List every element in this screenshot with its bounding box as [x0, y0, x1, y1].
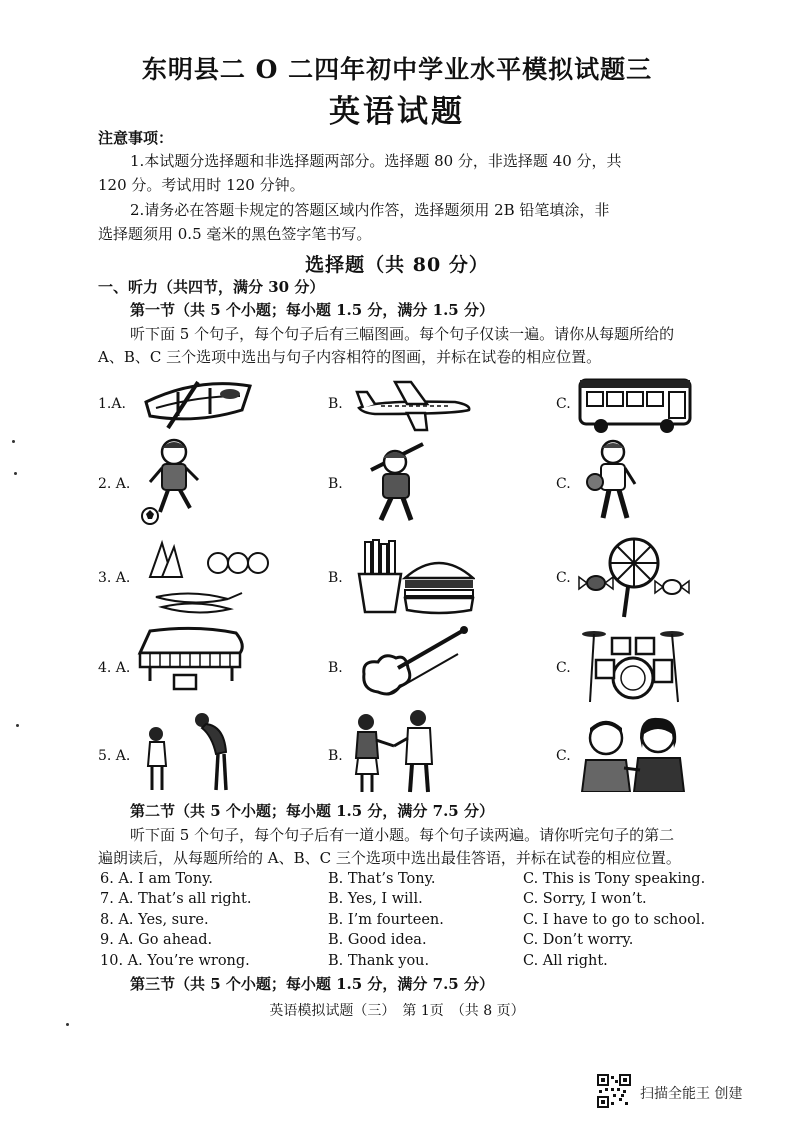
page-footer: 英语模拟试题（三） 第 1页 （共 8 页）	[269, 1003, 525, 1019]
scan-speck	[14, 472, 17, 475]
q4-option-b-label: B.	[328, 660, 343, 676]
q10-option-b: B. Thank you.	[328, 953, 430, 969]
section2-instr-line1: 听下面 5 个句子，每个句子后有一道小题。每个句子读两遍。请你听完句子的第二	[130, 826, 675, 844]
q5-option-b-label: B.	[328, 748, 343, 764]
q10-option-c: C. All right.	[523, 953, 608, 969]
q7-option-a: 7. A. That’s all right.	[100, 891, 252, 907]
q1-option-c-label: C.	[556, 396, 571, 412]
q3-option-c-label: C.	[556, 570, 571, 586]
q5-option-a-label: 5. A.	[98, 748, 131, 764]
q10-option-a: 10. A. You’re wrong.	[100, 953, 250, 969]
candies-picture	[578, 535, 690, 624]
exam-title-line1: 东明县二 O 二四年初中学业水平模拟试题三	[141, 55, 653, 84]
q5-option-c-label: C.	[556, 748, 571, 764]
people-shaking-hands-picture	[348, 708, 440, 798]
section2-title: 第二节（共 5 个小题；每小题 1.5 分，满分 7.5 分）	[130, 802, 494, 820]
q7-option-c: C. Sorry, I won’t.	[523, 891, 647, 907]
notice-item1-line1: 1.本试题分选择题和非选择题两部分。选择题 80 分，非选择题 40 分，共	[130, 152, 622, 170]
qr-code-icon	[597, 1074, 631, 1112]
q2-option-a-label: 2. A.	[98, 476, 131, 492]
airplane-picture	[355, 378, 475, 437]
section2-instr-line2: 遍朗读后，从每题所给的 A、B、C 三个选项中选出最佳答语，并标在试卷的相应位置。	[98, 849, 681, 867]
boy-playing-soccer-picture	[138, 436, 208, 530]
notice-item2-line1: 2.请务必在答题卡规定的答题区域内作答，选择题须用 2B 铅笔填涂，非	[130, 201, 610, 219]
q4-option-c-label: C.	[556, 660, 571, 676]
q1-option-b-label: B.	[328, 396, 343, 412]
q8-option-a: 8. A. Yes, sure.	[100, 912, 209, 928]
boy-playing-baseball-picture	[365, 440, 435, 529]
section1-instr-line1: 听下面 5 个句子，每个句子后有三幅图画。每个句子仅读一遍。请你从每题所给的	[130, 325, 675, 343]
people-bowing-picture	[140, 712, 240, 798]
part1-title: 选择题（共 80 分）	[305, 254, 489, 276]
q2-option-b-label: B.	[328, 476, 343, 492]
people-greeting-picture	[578, 716, 688, 796]
q6-option-b: B. That’s Tony.	[328, 871, 436, 887]
piano-picture	[136, 625, 248, 699]
q9-option-b: B. Good idea.	[328, 932, 427, 948]
scan-speck	[12, 440, 15, 443]
q3-option-a-label: 3. A.	[98, 570, 131, 586]
q8-option-b: B. I’m fourteen.	[328, 912, 444, 928]
q3-option-b-label: B.	[328, 570, 343, 586]
q4-option-a-label: 4. A.	[98, 660, 131, 676]
rowboat-picture	[138, 372, 258, 436]
q7-option-b: B. Yes, I will.	[328, 891, 423, 907]
violin-picture	[358, 624, 470, 704]
q9-option-a: 9. A. Go ahead.	[100, 932, 213, 948]
q6-option-a: 6. A. I am Tony.	[100, 871, 213, 887]
q8-option-c: C. I have to go to school.	[523, 912, 706, 928]
listening-heading: 一、听力（共四节，满分 30 分）	[98, 278, 325, 296]
notice-item1-line2: 120 分。考试用时 120 分钟。	[98, 176, 305, 194]
fast-food-picture	[355, 538, 475, 620]
scanner-watermark: 扫描全能王 创建	[640, 1086, 743, 1102]
scan-speck	[16, 724, 19, 727]
scan-speck	[66, 1023, 69, 1026]
notice-item2-line2: 选择题须用 0.5 毫米的黑色签字笔书写。	[98, 225, 372, 243]
exam-title-subject: 英语试题	[329, 94, 465, 130]
notice-heading: 注意事项：	[98, 129, 174, 147]
boy-playing-basketball-picture	[583, 438, 643, 530]
q1-option-a-label: 1.A.	[98, 396, 126, 412]
section3-title: 第三节（共 5 个小题；每小题 1.5 分，满分 7.5 分）	[130, 975, 494, 993]
bus-picture	[577, 374, 695, 440]
section1-instr-line2: A、B、C 三个选项中选出与句子内容相符的图画，并标在试卷的相应位置。	[98, 348, 602, 366]
q6-option-c: C. This is Tony speaking.	[523, 871, 706, 887]
q9-option-c: C. Don’t worry.	[523, 932, 634, 948]
q2-option-c-label: C.	[556, 476, 571, 492]
section1-title: 第一节（共 5 个小题；每小题 1.5 分，满分 1.5 分）	[130, 301, 494, 319]
vegetables-picture	[142, 533, 272, 622]
drums-picture	[578, 624, 690, 710]
